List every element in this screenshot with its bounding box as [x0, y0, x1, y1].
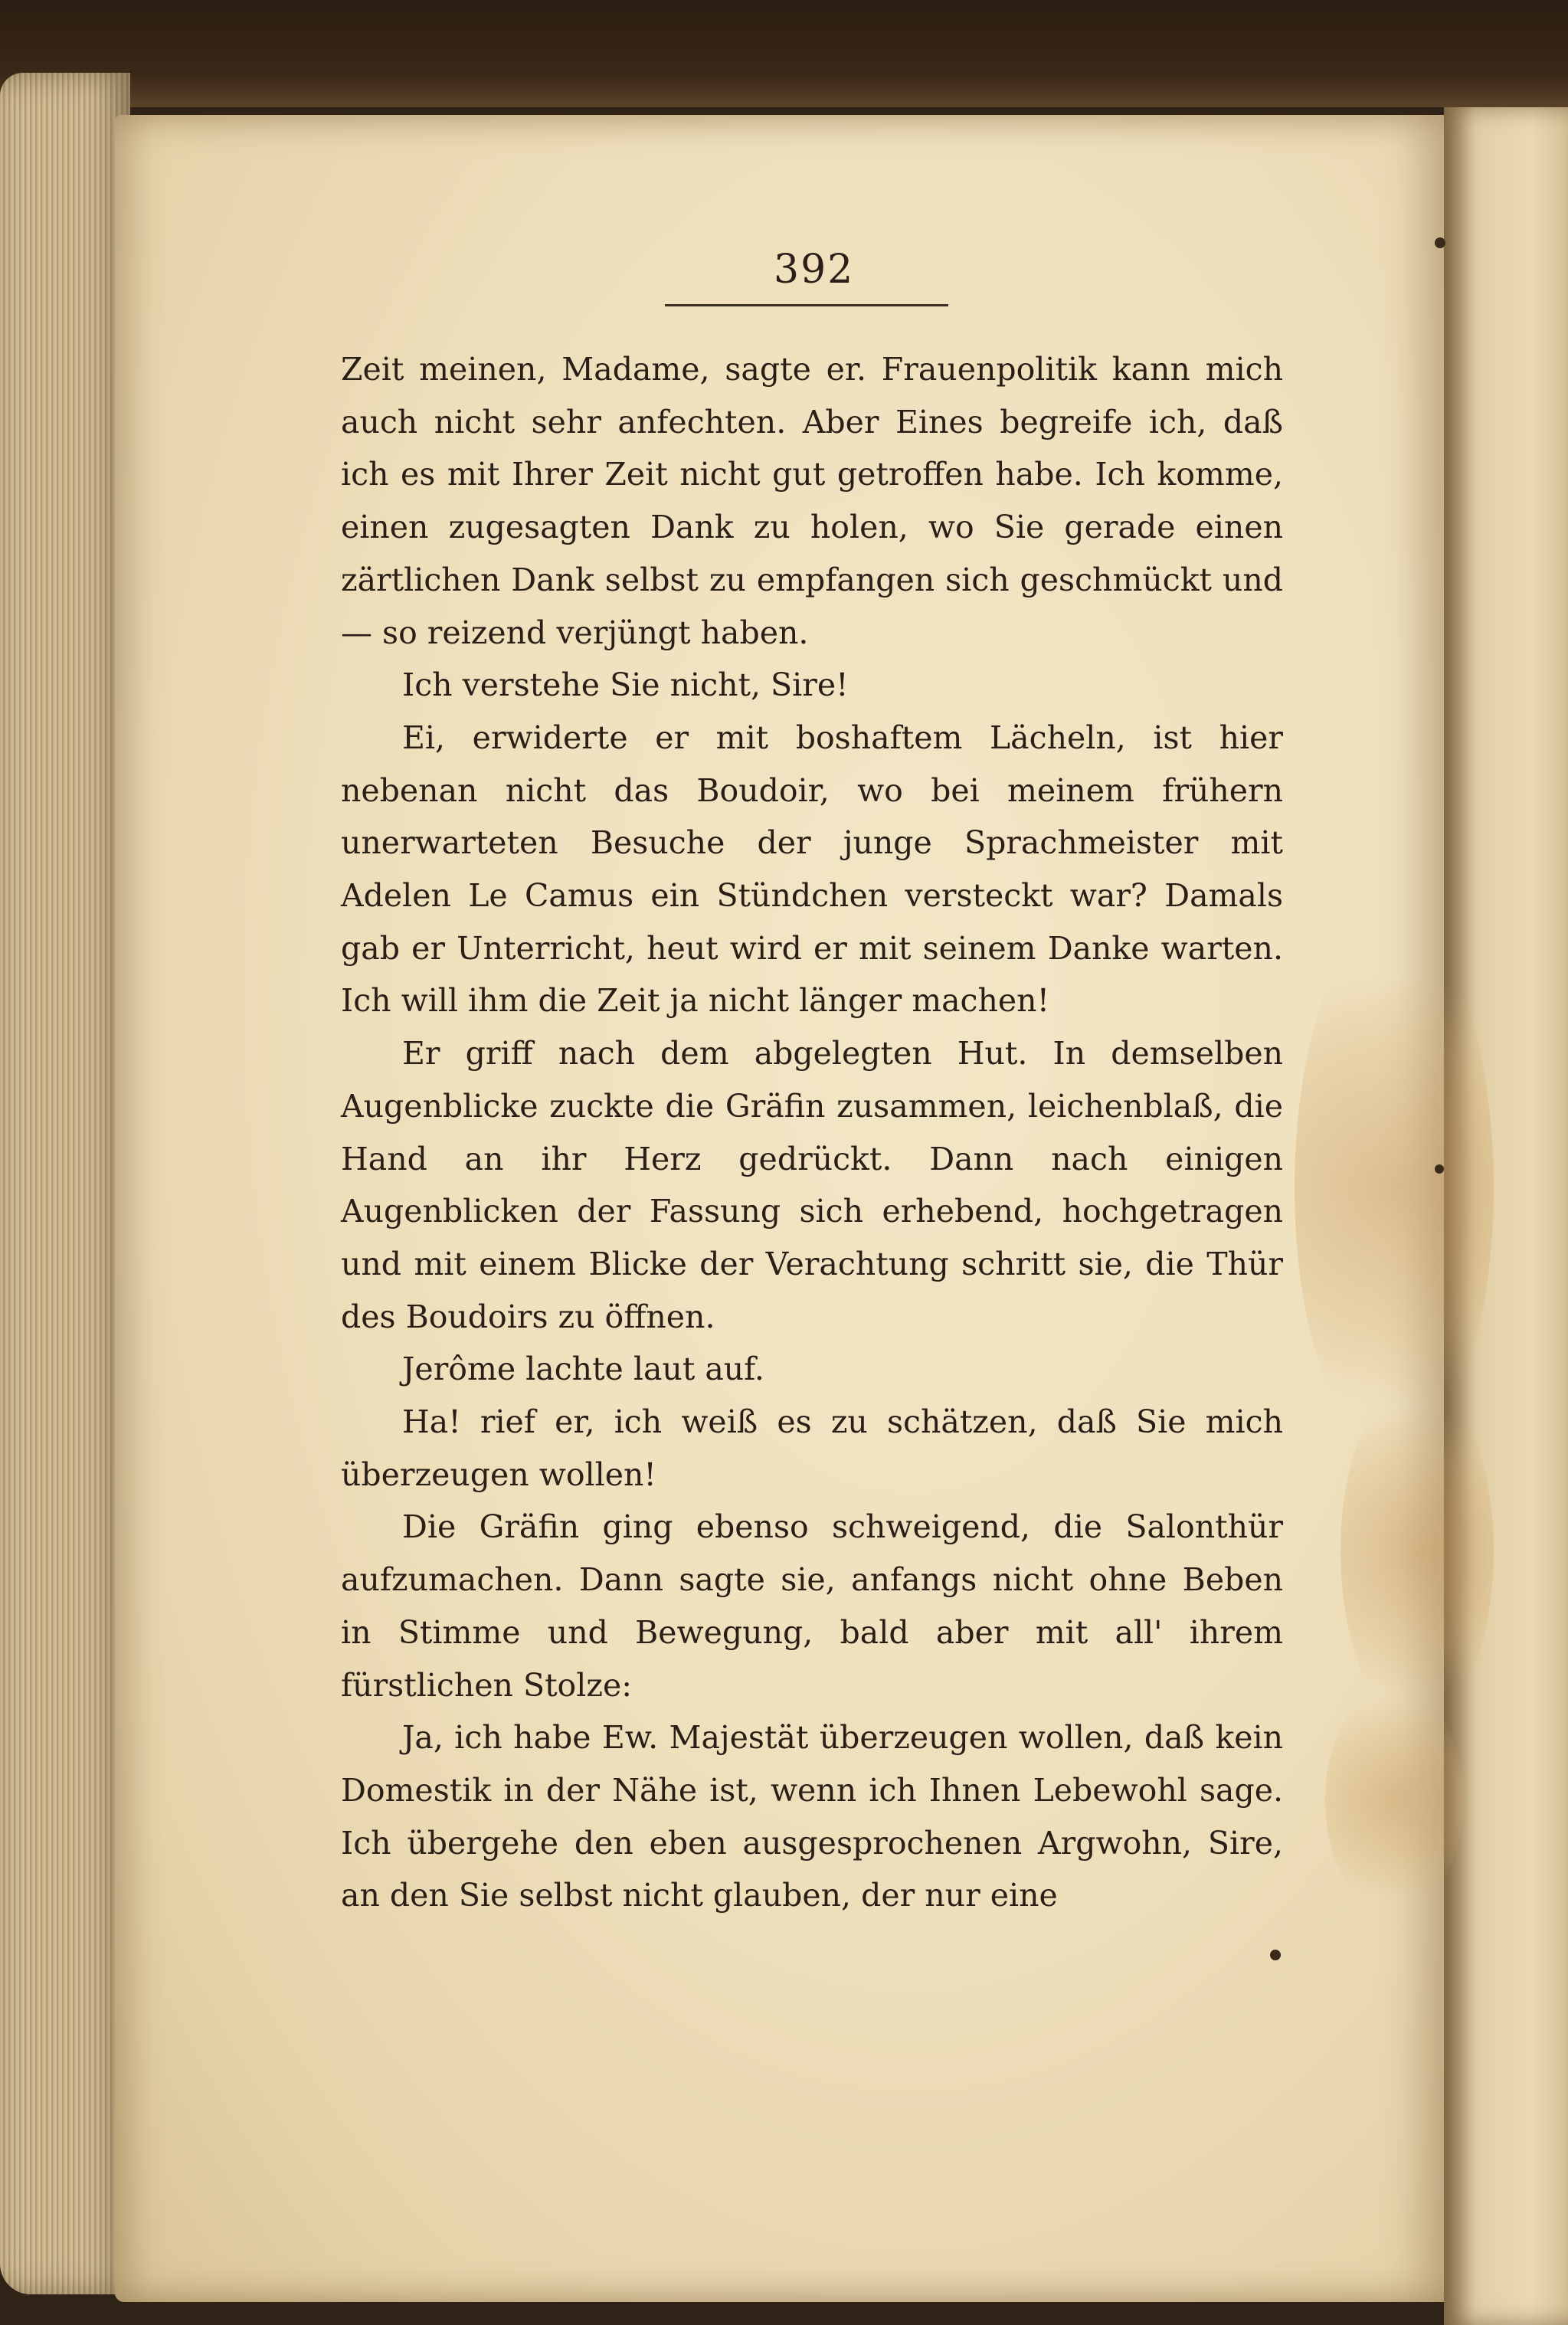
- paragraph: Ei, erwiderte er mit boshaftem Lächeln, ist hier nebenan nicht das Boudoir, wo bei meinem frühern unerwarteten Besuche der junge Sprachmeister mit Adelen Le Camus ein Stündchen versteckt war? Damals gab er Unterricht, heut wird er mit seinem Danke warten. Ich will ihm die Zeit ja nicht länger machen!: [341, 719, 1283, 1020]
- page-edges: [0, 73, 130, 2294]
- page-number: 392: [774, 247, 855, 293]
- header-rule: [665, 304, 948, 306]
- ink-spot: [1435, 237, 1445, 248]
- background-top: [0, 0, 1568, 107]
- paragraph: Die Gräfin ging ebenso schweigend, die Salonthür aufzumachen. Dann sagte sie, anfangs nicht ohne Beben in Stimme und Bewegung, bald aber mit all' ihrem fürstlichen Stolze:: [341, 1508, 1283, 1704]
- water-stain: [1295, 919, 1494, 1456]
- paragraph: Er griff nach dem abgelegten Hut. In demselben Augenblicke zuckte die Gräfin zusammen, leichenblaß, die Hand an ihr Herz gedrückt. Dann nach einigen Augenblicken der Fassung sich erhebend, hochgetragen und mit einem Blicke der Verachtung schritt sie, die Thür des Boudoirs zu öffnen.: [341, 1035, 1283, 1335]
- ink-spot: [1435, 1164, 1444, 1174]
- water-stain: [1340, 1379, 1494, 1724]
- paragraph: Zeit meinen, Madame, sagte er. Frauenpolitik kann mich auch nicht sehr anfechten. Aber Eines begreife ich, daß ich es mit Ihrer Zeit nicht gut getroffen habe. Ich komme, einen zugesagten Dank zu holen, wo Sie gerade einen zärtlichen Dank selbst zu empfangen sich geschmückt und — so reizend verjüngt haben.: [341, 351, 1283, 651]
- paragraph: Jerôme lachte laut auf.: [402, 1351, 764, 1388]
- paragraph: Ja, ich habe Ew. Majestät überzeugen wollen, daß kein Domestik in der Nähe ist, wenn ich Ihnen Lebewohl sage. Ich übergehe den eben ausgesprochenen Argwohn, Sire, an den Sie selbst nicht glauben, der nur eine: [341, 1719, 1283, 1914]
- body-text: [341, 343, 1283, 1922]
- paragraph: Ha! rief er, ich weiß es zu schätzen, daß Sie mich überzeugen wollen!: [341, 1403, 1283, 1493]
- water-stain: [1325, 1685, 1463, 1915]
- paragraph: Ich verstehe Sie nicht, Sire!: [402, 666, 849, 704]
- ink-spot: [1270, 1950, 1281, 1960]
